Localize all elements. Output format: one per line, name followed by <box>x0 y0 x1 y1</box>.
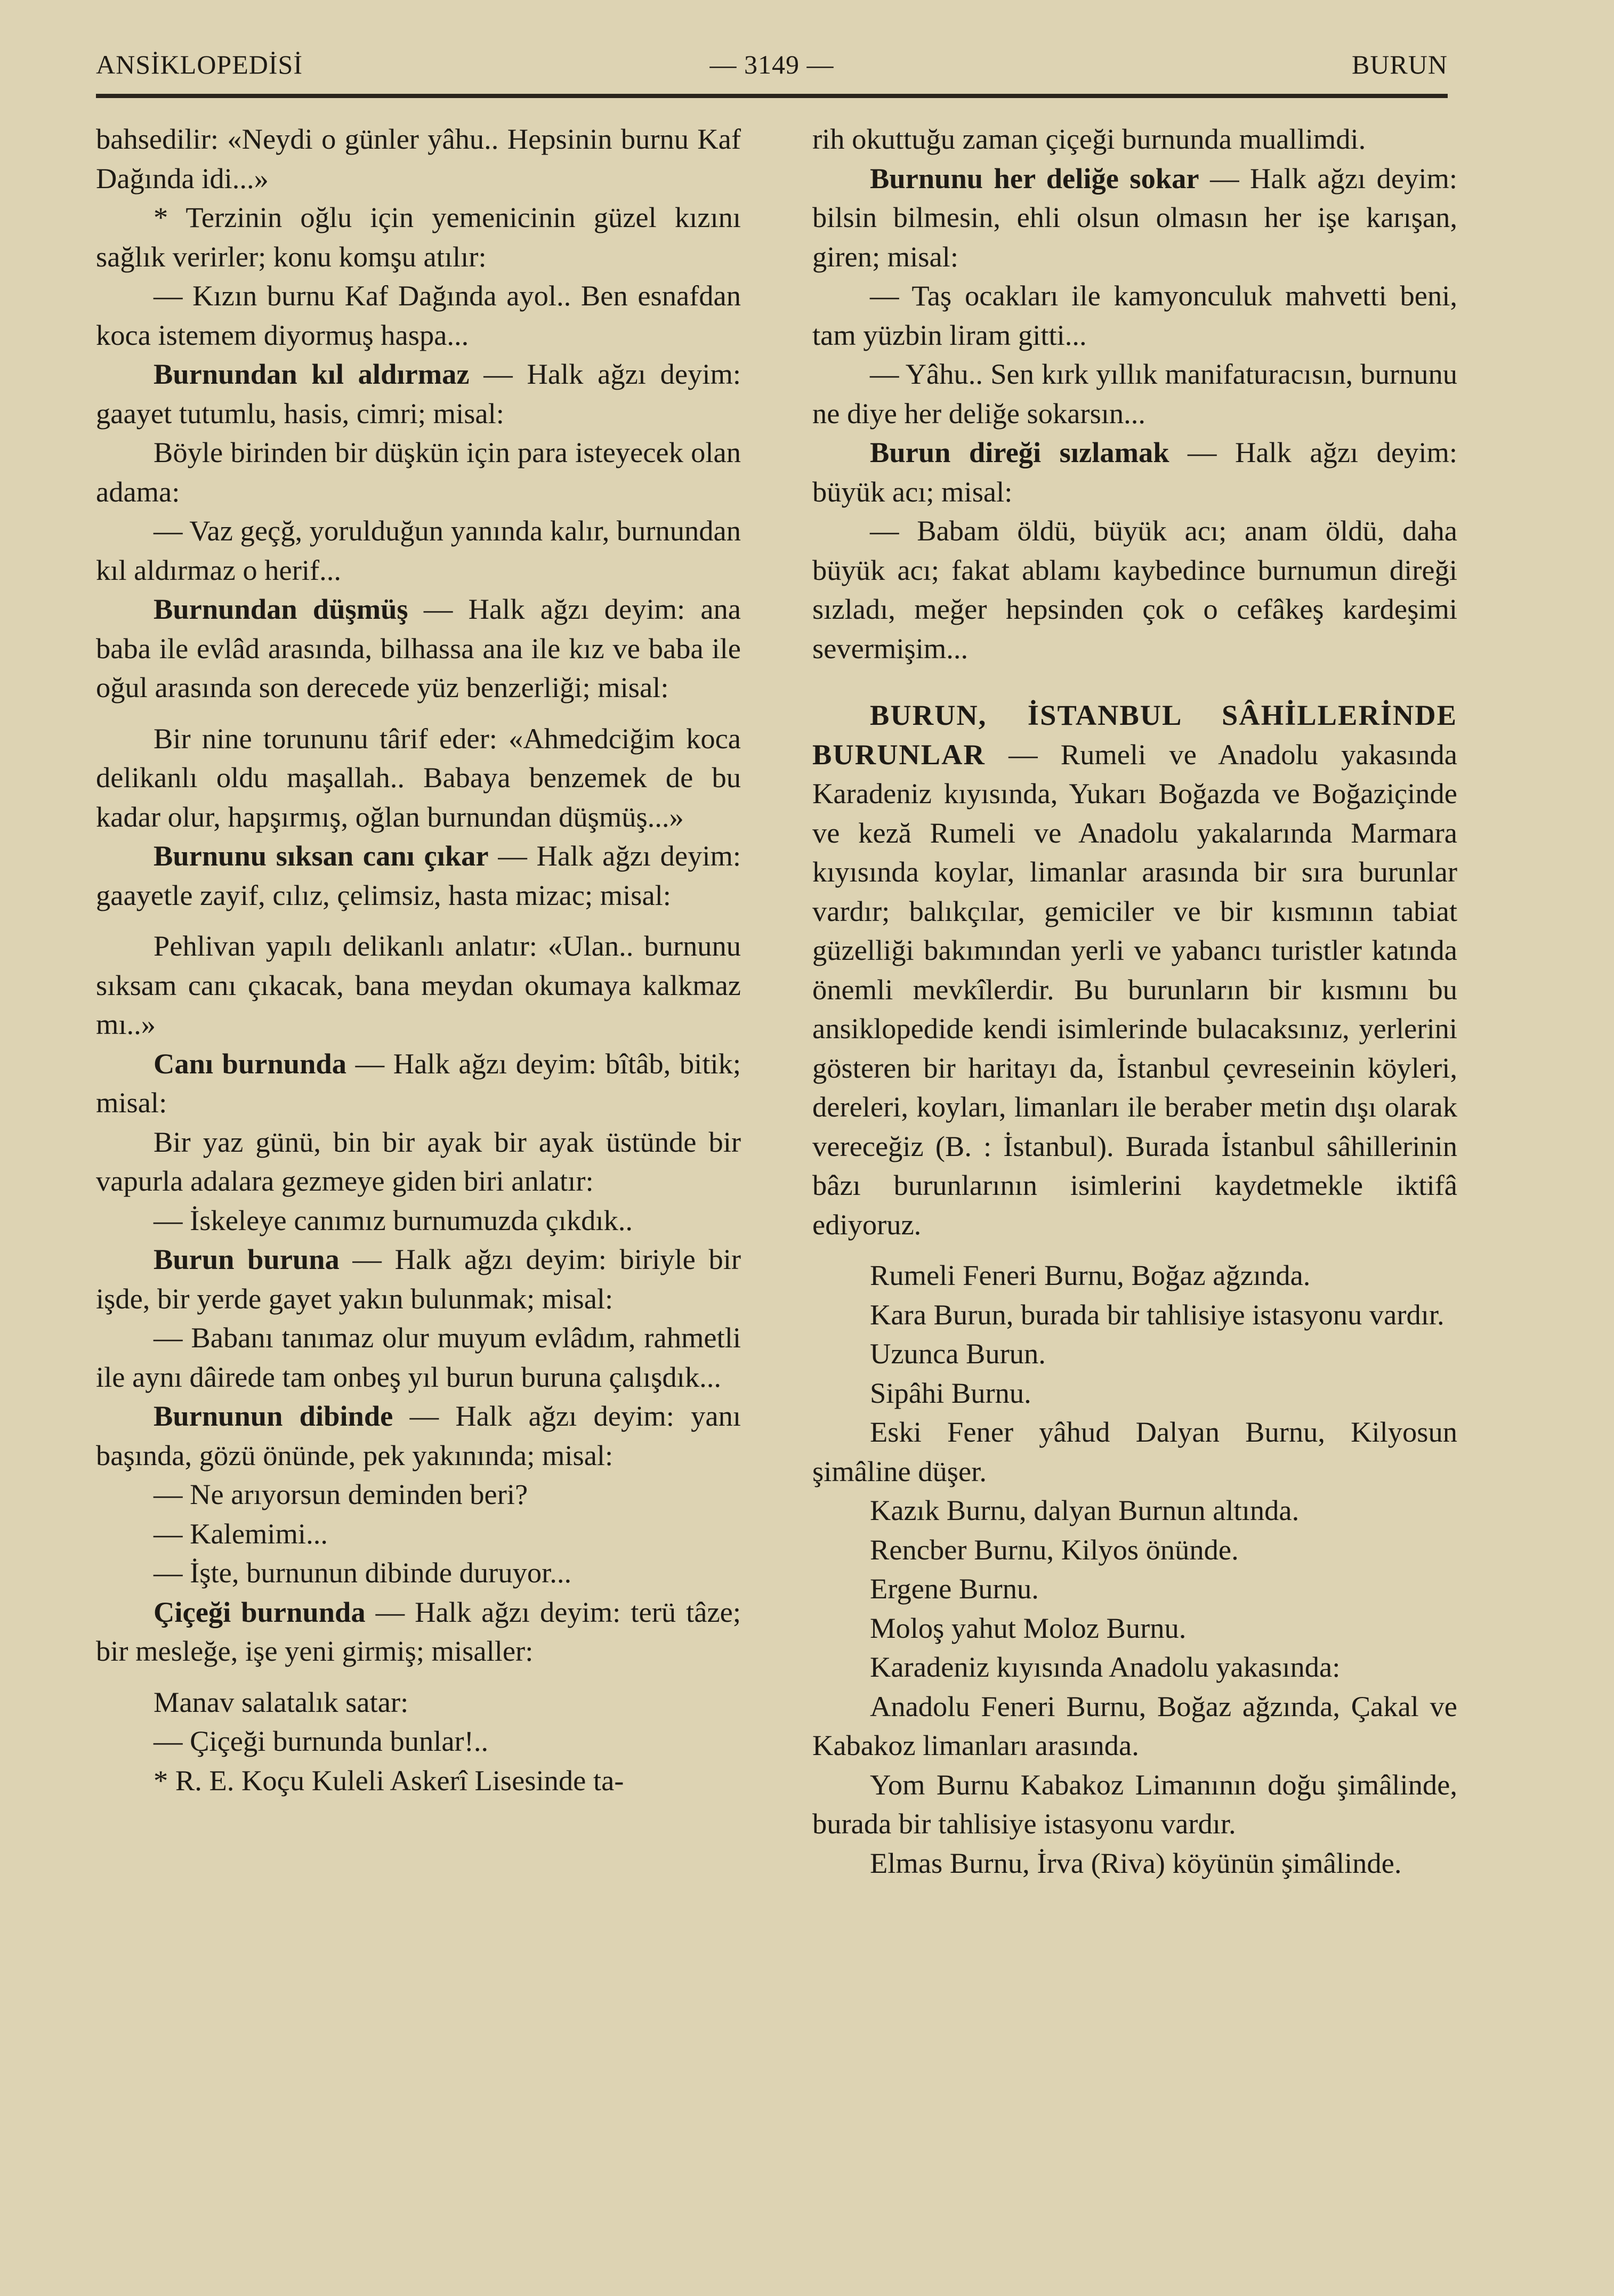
entry-paragraph <box>96 354 741 433</box>
paragraph-text: — Vaz geçğ, yorulduğun yanında kalır, burnundan kıl aldırmaz o herif... <box>96 514 741 586</box>
paragraph-text: Elmas Burnu, İrva (Riva) köyünün şimâlinde. <box>870 1846 1402 1879</box>
example-paragraph <box>96 1122 741 1201</box>
entry-paragraph <box>96 1240 741 1318</box>
paragraph-text: Kazık Burnu, dalyan Burnun altında. <box>870 1494 1300 1526</box>
dialogue-line <box>812 511 1457 668</box>
right-column <box>812 119 1457 1882</box>
entry-paragraph <box>96 1044 741 1122</box>
paragraph-text: * Terzinin oğlu için yemenicinin güzel kızını sağlık verirler; konu komşu atılır: <box>96 201 741 273</box>
list-item <box>812 1334 1457 1373</box>
entry-definition: — Halk ağzı deyim: bîtâb, bitik; misal: <box>96 1047 741 1119</box>
paragraph-text: Bir yaz günü, bin bir ayak bir ayak üstünde bir vapurla adalara gezmeye giden biri anlatır: <box>96 1125 741 1197</box>
paragraph-text: — Taş ocakları ile kamyonculuk mahvetti beni, tam yüzbin liram gitti... <box>812 279 1457 351</box>
paragraph-text: Pehlivan yapılı delikanlı anlatır: «Ulan.. burnunu sıksam canı çıkacak, bana meydan okumaya kalkmaz mı..» <box>96 929 741 1040</box>
entry-definition: — Halk ağzı deyim: terü tâze; bir mesleğe, işe yeni girmiş; misaller: <box>96 1595 741 1667</box>
entry-paragraph <box>812 159 1457 277</box>
list-item <box>812 1373 1457 1413</box>
paragraph-text: Rencber Burnu, Kilyos önünde. <box>870 1533 1239 1566</box>
paragraph-text: Rumeli Feneri Burnu, Boğaz ağzında. <box>870 1259 1311 1291</box>
entry-term: Burnunun dibinde <box>154 1400 393 1432</box>
paragraph-text: Böyle birinden bir düşkün için para isteyecek olan adama: <box>96 436 741 508</box>
entry-term: Burnundan düşmüş <box>154 593 408 625</box>
paragraph-text: — Babanı tanımaz olur muyum evlâdım, rahmetli ile aynı dâirede tam onbeş yıl burun buruna çalışdık... <box>96 1321 741 1393</box>
list-item <box>812 1687 1457 1765</box>
paragraph-text: — Kızın burnu Kaf Dağında ayol.. Ben esnafdan koca istemem diyormuş haspa... <box>96 279 741 351</box>
dialogue-line <box>96 276 741 354</box>
paragraph-text: Uzunca Burun. <box>870 1337 1046 1370</box>
paragraph-text: Manav salatalık satar: <box>154 1685 409 1718</box>
entry-paragraph <box>96 836 741 915</box>
paragraph-text: Sipâhi Burnu. <box>870 1376 1031 1409</box>
paragraph-text: Eski Fener yâhud Dalyan Burnu, Kilyosun şimâline düşer. <box>812 1416 1457 1487</box>
list-item <box>812 1844 1457 1883</box>
page-number: — 3149 — <box>709 50 834 79</box>
example-paragraph <box>96 926 741 1044</box>
section-text: — Rumeli ve Anadolu yakasında Karadeniz kıyısında, Yukarı Boğazda ve Boğaziçinde ve keză Rumeli ve Anadolu yakalarında Marmara kıyısında koylar, limanlar arasında bir sıra burunlar vardır; balıkçılar, gemiciler ve bir kısmının tabiat güzelliği bakımından yerli ve yabancı turistler katında önemli mevkîlerdir. Bu burunların bir kısmını bu ansiklopedide kendi isimlerinde bulacaksınız, yerlerini gösteren bir haritayı da, İstanbul çevreseinin köyleri, dereleri, koyları, limanları ile beraber metin dışı olarak vereceğiz (B. : İstanbul). Burada İstanbul sâhillerinin bâzı burunlarının isimlerini kaydetmekle iktifâ ediyoruz. <box>812 738 1457 1241</box>
paragraph-text: Karadeniz kıyısında Anadolu yakasında: <box>870 1651 1341 1683</box>
dialogue-line <box>812 354 1457 433</box>
entry-definition: — Halk ağzı deyim: gaayet tutumlu, hasis, cimri; misal: <box>96 358 741 430</box>
entry-definition: — Halk ağzı deyim: gaayetle zayif, cılız, çelimsiz, hasta mizac; misal: <box>96 839 741 911</box>
dialogue-line <box>96 1721 741 1761</box>
paragraph-text: Ergene Burnu. <box>870 1572 1039 1605</box>
entry-definition: — Halk ağzı deyim: büyük acı; misal: <box>812 436 1457 508</box>
entry-term: Burnundan kıl aldırmaz <box>154 358 470 390</box>
list-item <box>812 1569 1457 1608</box>
entry-term: Burnunu her deliğe sokar <box>870 161 1199 195</box>
entry-term: Burun direği sızlamak <box>870 436 1169 468</box>
list-item <box>812 1412 1457 1491</box>
entry-term: Çiçeği burnunda <box>154 1595 366 1628</box>
paragraph-text: Anadolu Feneri Burnu, Boğaz ağzında, Çakal ve Kabakoz limanları arasında. <box>812 1689 1457 1761</box>
paragraph-text: * R. E. Koçu Kuleli Askerî Lisesinde ta- <box>154 1764 624 1797</box>
dialogue-line <box>812 276 1457 354</box>
entry-paragraph <box>96 589 741 707</box>
list-item <box>812 1530 1457 1570</box>
page-header <box>96 49 1448 92</box>
footnote-paragraph <box>96 1761 741 1800</box>
list-item <box>812 1295 1457 1335</box>
dialogue-line <box>96 1201 741 1240</box>
entry-definition: — Halk ağzı deyim: biriyle bir işde, bir yerde gayet yakın bulunmak; misal: <box>96 1243 741 1315</box>
section-paragraph <box>812 696 1457 1244</box>
list-item <box>812 1608 1457 1648</box>
paragraph-text: Moloş yahut Moloz Burnu. <box>870 1611 1187 1644</box>
paragraph-text: — Babam öldü, büyük acı; anam öldü, daha büyük acı; fakat ablamı kaybedince burnumun direği sızladı, meğer hepsinden çok o cefâkeş kardeşimi severmişim... <box>812 514 1457 665</box>
entry-definition: — Halk ağzı deyim: ana baba ile evlâd arasında, bilhassa ana ile kız ve baba ile oğul arasında son derecede yüz benzerliği; misal: <box>96 593 741 704</box>
dialogue-line <box>96 511 741 589</box>
list-heading <box>812 1647 1457 1687</box>
paragraph-text: Kara Burun, burada bir tahlisiye istasyonu vardır. <box>870 1298 1444 1331</box>
example-paragraph <box>96 433 741 511</box>
paragraph <box>812 119 1457 159</box>
paragraph-text: Bir nine torununu târif eder: «Ahmedciğim koca delikanlı oldu maşallah.. Babaya benzemek de bu kadar olur, hapşırmış, oğlan burnundan düşmüş...» <box>96 722 741 833</box>
paragraph-text: — Ne arıyorsun deminden beri? <box>154 1478 528 1510</box>
example-paragraph <box>96 1683 741 1722</box>
dialogue-line <box>96 1475 741 1514</box>
paragraph-text: rih okuttuğu zaman çiçeği burnunda muallimdi. <box>812 123 1366 155</box>
entry-term: Canı burnunda <box>154 1047 346 1080</box>
header-title: ANSİKLOPEDİSİ <box>96 50 303 79</box>
paragraph-text: — Çiçeği burnunda bunlar!.. <box>154 1725 489 1757</box>
footnote-paragraph <box>96 198 741 276</box>
header-entry: BURUN <box>1351 50 1448 79</box>
example-paragraph <box>96 719 741 837</box>
entry-term: Burnunu sıksan canı çıkar <box>154 839 489 872</box>
entry-definition: — Halk ağzı deyim: yanı başında, gözü önünde, pek yakınında; misal: <box>96 1400 741 1472</box>
paragraph-text: Yom Burnu Kabakoz Limanının doğu şimâlinde, burada bir tahlisiye istasyonu vardır. <box>812 1768 1457 1840</box>
paragraph-text: bahsedilir: «Neydi o günler yâhu.. Hepsinin burnu Kaf Dağında idi...» <box>96 123 741 195</box>
paragraph-text: — İşte, burnunun dibinde duruyor... <box>154 1556 572 1589</box>
section-title: BURUN, İSTANBUL SÂHİLLERİNDE BURUNLAR <box>812 699 1457 771</box>
dialogue-line <box>96 1514 741 1554</box>
entry-paragraph <box>96 1592 741 1671</box>
paragraph <box>96 119 741 198</box>
list-item <box>812 1256 1457 1295</box>
dialogue-line <box>96 1553 741 1592</box>
dialogue-line <box>96 1318 741 1396</box>
list-item <box>812 1765 1457 1844</box>
list-item <box>812 1491 1457 1530</box>
entry-paragraph <box>812 433 1457 511</box>
header-rule <box>96 94 1448 98</box>
paragraph-text: — Kalemimi... <box>154 1517 328 1550</box>
entry-paragraph <box>96 1396 741 1475</box>
paragraph-text: — İskeleye canımız burnumuzda çıkdık.. <box>154 1203 633 1236</box>
entry-definition: — Halk ağzı deyim: bilsin bilmesin, ehli olsun olmasın her işe karışan, giren; misal: <box>812 161 1458 273</box>
paragraph-text: — Yâhu.. Sen kırk yıllık manifaturacısın, burnunu ne diye her deliğe sokarsın... <box>812 358 1457 430</box>
left-column <box>96 119 741 1800</box>
entry-term: Burun buruna <box>154 1243 340 1275</box>
